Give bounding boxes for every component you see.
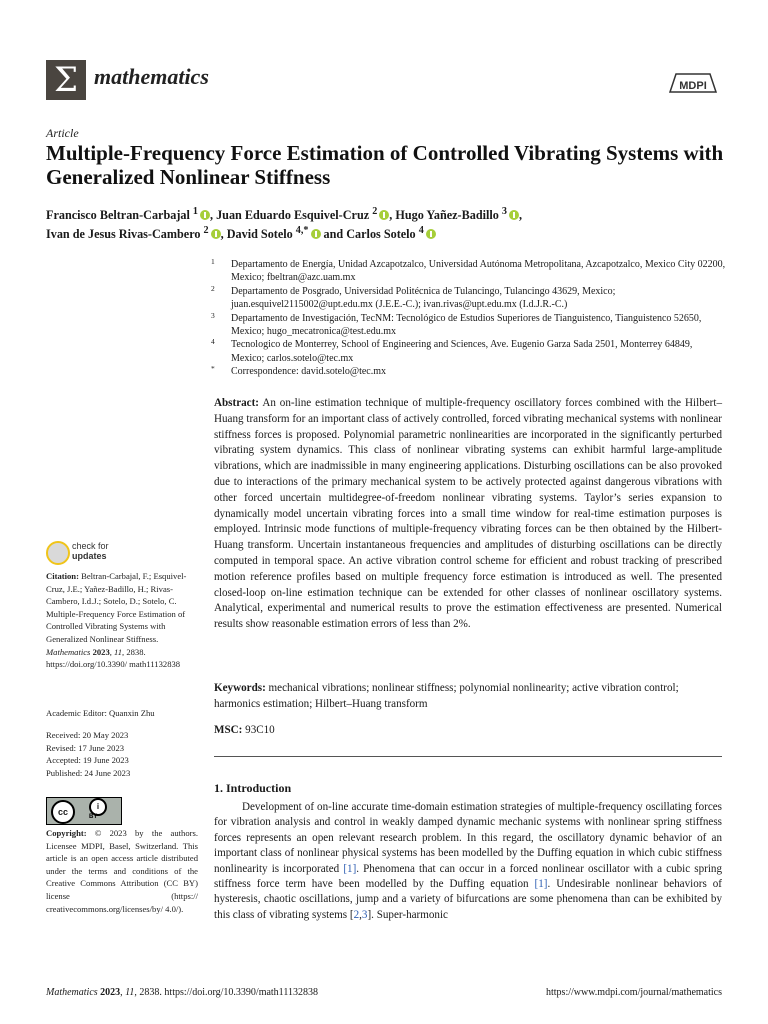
article-type: Article	[46, 126, 79, 140]
citation-year: 2023	[92, 646, 110, 657]
intro-text: ,	[359, 908, 362, 921]
footer-year: 2023	[100, 987, 121, 998]
footer-citation: Mathematics 2023, 11, 2838. https://doi.org/10.3390/math11132838	[46, 987, 318, 998]
affiliation-item	[211, 365, 726, 378]
journal-name: mathematics	[94, 64, 209, 89]
keywords-label: Keywords:	[214, 682, 266, 694]
journal-logo: Σ	[46, 60, 86, 100]
by-label: BY	[89, 814, 98, 820]
author-name[interactable]: Juan Eduardo Esquivel-Cruz	[216, 208, 370, 223]
author-name[interactable]: Hugo Yañez-Badillo	[395, 208, 499, 223]
section-divider	[214, 756, 722, 757]
abstract-label: Abstract:	[214, 397, 259, 409]
affiliation-text: Tecnologico de Monterrey, School of Engineering and Sciences, Ave. Eugenio Garza Sada 2501, Monterrey 64849, Mexico; carlos.sotelo@tec.mx	[231, 339, 693, 364]
msc-label: MSC:	[214, 724, 243, 736]
author-affiliation: 3	[501, 206, 507, 217]
orcid-icon[interactable]	[311, 229, 321, 239]
affiliation-number: 3	[211, 310, 215, 320]
affiliation-text: Departamento de Posgrado, Universidad Politécnica de Tulancingo, Tulancingo 43629, Mexico; juan.esquivel2115002@upt.edu.mx (J.E.E.-C.); ivan.rivas@upt.edu.mx (I.d.J.R.-C.)	[231, 285, 616, 311]
author-list: Francisco Beltran-Carbajal $^1$ , Juan Eduardo Esquivel-Cruz $^2$ , Hugo Yañez-Badillo $^3$ , Ivan de Jesus Rivas-Cambero $^2$ , David Sotelo $^{4,*}$ and Carlos Sotelo $^4$	[46, 206, 523, 242]
abstract	[214, 396, 722, 633]
author-affiliation: 4,*	[295, 225, 309, 237]
intro-text: Development of on-line accurate time-domain estimation strategies of multiple-frequency oscillating forces for vibration analysis and control in weakly damped dynamic mechanic systems with nonlinear spring stiffness forces represents an open relevant research problem. In this regard, the oscillatory dynamic behavior of an important class of nonlinear physical systems has been modelled by the Duffing equation in which cubic stiffness nonlinearity is incorporated	[214, 801, 722, 875]
copyright-label: Copyright:	[46, 828, 87, 838]
affiliation-number: 1	[211, 257, 215, 266]
date-received: Received: 20 May 2023	[46, 730, 129, 740]
affiliations	[211, 258, 726, 379]
author-name[interactable]: David Sotelo	[226, 227, 293, 242]
intro-text: ]. Super-harmonic	[367, 908, 448, 921]
citation-link[interactable]: 2	[353, 908, 360, 921]
abstract-text: An on-line estimation technique of multiple-frequency oscillatory forces combined with the Hilbert–Huang transform for an important class of actively controlled, forced vibrating mechanical systems with nonlinear stiffness forces is proposed. Polynomial parametric nonlinearities are incorporated in the significantly perturbed vibrating system dynamics. This class of nonlinear vibrating systems can exhibit harmful large-amplitude vibrations, which are inadmissible in many engineering applications. Disturbing oscillations can be also provoked due to interactions of the primary mechanical system to be actively protected against dangerous vibrations with other forced uncertain multidegree-of-freedom nonlinear vibrating systems. Taylor’s series expansion to dynamically model uncertain vibrating forces into a small time window for real-time estimation purposes is employed. Intrinsic mode functions of multiple-frequency vibrating forces can be then obtained by the Hilbert-Huang transform. Uncertain instantaneous frequencies and amplitudes of disturbing oscillations can be directly computed in temporal space. An active vibration control scheme for efficient and robust tracking of prescribed motion reference profiles based on multiple frequency force estimation is introduced as well. The presented closed-loop on-line estimation technique can be extended for other classes of nonlinear oscillatory systems. Analytical, experimental and numerical results to prove the estimation effectiveness are presented. Numerical results show reasonable estimation errors of less than 2%.	[214, 397, 722, 631]
orcid-icon[interactable]	[426, 229, 436, 239]
introduction-body	[214, 800, 722, 923]
keywords-text: mechanical vibrations; nonlinear stiffness; polynomial nonlinearity; active vibration control; harmonics estimation; Hilbert–Huang transform	[214, 682, 679, 710]
affiliation-item	[211, 258, 726, 285]
footer-journal: Mathematics	[46, 987, 98, 998]
article-title: Multiple-Frequency Force Estimation of Controlled Vibrating Systems with Generalized Nonlinear Stiffness	[46, 141, 724, 189]
keywords	[214, 681, 722, 713]
date-published: Published: 24 June 2023	[46, 767, 131, 778]
check-updates-icon	[46, 541, 70, 565]
citation-text: Beltran-Carbajal, F.; Esquivel-Cruz, J.E.; Yañez-Badillo, H.; Rivas-Cambero, I.d.J.; Sotelo, D.; Sotelo, C. Multiple-Frequency Force Estimation of Controlled Vibrating Systems with Generalized Nonlinear Stiffness.	[46, 571, 187, 644]
orcid-icon[interactable]	[200, 210, 210, 220]
citation-doi[interactable]: , 2838. https://doi.org/10.3390/ math11132838	[46, 646, 181, 670]
citation-block: Citation: Beltran-Carbajal, F.; Esquivel-Cruz, J.E.; Yañez-Badillo, H.; Rivas-Cambero, I.d.J.; Sotelo, D.; Sotelo, C. Multiple-Frequency Force Estimation of Controlled Vibrating Systems with Generalized Nonlinear Stiffness. Mathematics 2023, 11, 2838. https://doi.org/10.3390/ math11132838	[46, 571, 187, 670]
cc-icon: cc	[51, 800, 75, 824]
intro-text: . Undesirable nonlinear behaviors of hysteresis, chaotic oscillations, jump and a variety of bifurcations are some phenomena than can be exhibited by this class of vibrating systems [	[214, 878, 723, 921]
author-name[interactable]: Ivan de Jesus Rivas-Cambero	[46, 227, 201, 242]
affiliation-text: Departamento de Energía, Unidad Azcapotzalco, Universidad Autónoma Metropolitana, Azcapotzalco, Mexico City 02200, Mexico; fbeltran@azc.uam.mx	[231, 259, 726, 284]
author-name[interactable]: Francisco Beltran-Carbajal	[46, 208, 190, 223]
copyright-text: © 2023 by the authors. Licensee MDPI, Basel, Switzerland. This article is an open access article distributed under the terms and conditions of the Creative Commons Attribution (CC BY) license (https:// creativecommons.org/licenses/by/ 4.0/).	[46, 828, 198, 914]
citation-label: Citation:	[46, 571, 79, 581]
date-revised: Revised: 17 June 2023	[46, 742, 125, 753]
citation-link[interactable]: [1]	[343, 862, 357, 875]
author-affiliation: 1	[192, 206, 198, 217]
author-affiliation: 2	[203, 225, 209, 237]
person-icon: i	[89, 798, 107, 816]
affiliation-number: *	[211, 364, 215, 374]
mdpi-logo	[666, 68, 720, 98]
check-for-updates-button[interactable]	[46, 541, 166, 565]
footer-journal-url[interactable]: https://www.mdpi.com/journal/mathematics	[546, 987, 722, 998]
affiliation-number: 4	[211, 337, 215, 347]
orcid-icon[interactable]	[509, 210, 519, 220]
publication-dates	[46, 729, 198, 779]
affiliation-item	[211, 285, 726, 312]
footer-doi[interactable]: , 2838. https://doi.org/10.3390/math11132838	[134, 987, 318, 998]
academic-editor: Academic Editor: Quanxin Zhu	[46, 708, 155, 718]
copyright-block	[46, 827, 198, 915]
cc-by-license-badge[interactable]	[46, 797, 122, 825]
updates-label-line2: updates	[72, 551, 107, 561]
affiliation-item	[211, 338, 726, 365]
citation-volume: 11	[114, 646, 123, 657]
author-name[interactable]: Carlos Sotelo	[346, 227, 416, 242]
orcid-icon[interactable]	[379, 210, 389, 220]
intro-text: . Phenomena that can occur in a forced nonlinear oscillator with a cubic spring stiffness force term have been modelled by the Duffing equation	[214, 862, 723, 891]
affiliation-number: 2	[211, 283, 215, 293]
msc	[214, 724, 275, 736]
affiliation-text: Correspondence: david.sotelo@tec.mx	[231, 366, 386, 378]
citation-journal: Mathematics	[46, 646, 91, 657]
date-accepted: Accepted: 19 June 2023	[46, 755, 129, 766]
section-title: 1. Introduction	[214, 781, 292, 795]
author-affiliation: 4	[418, 225, 424, 237]
updates-label-line1: check for	[72, 541, 109, 551]
mdpi-logo-text: MDPI	[679, 80, 707, 92]
introduction-paragraph	[214, 800, 722, 923]
footer-volume: 11	[125, 987, 135, 998]
affiliation-item	[211, 312, 726, 339]
citation-link[interactable]: 3	[361, 908, 368, 921]
orcid-icon[interactable]	[211, 229, 221, 239]
affiliation-text: Departamento de Investigación, TecNM: Tecnológico de Estudios Superiores de Tianguistenco, Tianguistenco 52650, Mexico; hugo_mecatronica@test.edu.mx	[231, 312, 702, 338]
citation-link[interactable]: [1]	[534, 878, 548, 891]
author-affiliation: 2	[372, 206, 378, 217]
msc-code: 93C10	[245, 724, 275, 736]
